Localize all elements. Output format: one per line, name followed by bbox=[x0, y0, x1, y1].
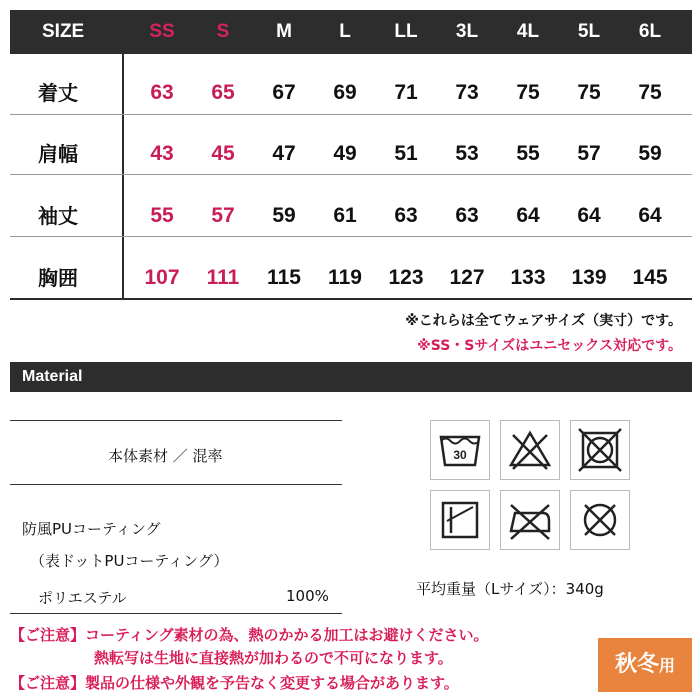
size-header-ll: LL bbox=[394, 21, 418, 42]
size-header-6l: 6L bbox=[638, 21, 662, 42]
caution-heat-transfer: 熱転写は生地に直接熱が加わるので不可になります。 bbox=[94, 649, 453, 667]
table-cell: 75 bbox=[577, 81, 601, 104]
table-cell: 55 bbox=[516, 142, 540, 165]
table-cell: 53 bbox=[455, 142, 479, 165]
table-cell: 63 bbox=[394, 204, 418, 227]
size-header-ss: SS bbox=[149, 21, 175, 42]
row-label-length: 着丈 bbox=[38, 81, 78, 105]
table-cell: 67 bbox=[272, 81, 296, 104]
no-bleach-icon bbox=[500, 420, 560, 480]
table-row-divider bbox=[10, 114, 692, 115]
table-cell: 64 bbox=[577, 204, 601, 227]
wash-30-icon bbox=[430, 420, 490, 480]
table-cell: 73 bbox=[455, 81, 479, 104]
table-cell: 111 bbox=[206, 266, 240, 289]
drip-dry-icon bbox=[430, 490, 490, 550]
material-divider bbox=[10, 484, 342, 485]
material-divider bbox=[10, 420, 342, 421]
table-cell: 61 bbox=[333, 204, 357, 227]
table-cell: 59 bbox=[272, 204, 296, 227]
table-cell: 63 bbox=[150, 81, 174, 104]
material-coating-detail: （表ドットPUコーティング） bbox=[30, 552, 229, 570]
table-cell: 69 bbox=[333, 81, 357, 104]
table-cell: 123 bbox=[388, 266, 424, 289]
season-suffix: 用 bbox=[659, 656, 676, 675]
table-cell: 49 bbox=[333, 142, 357, 165]
size-header-s: S bbox=[216, 21, 230, 42]
table-cell: 65 bbox=[211, 81, 235, 104]
table-cell: 64 bbox=[516, 204, 540, 227]
table-cell: 59 bbox=[638, 142, 662, 165]
material-header-bar bbox=[10, 362, 692, 392]
row-label-shoulder: 肩幅 bbox=[38, 142, 78, 166]
table-cell: 57 bbox=[211, 204, 235, 227]
table-cell: 45 bbox=[211, 142, 235, 165]
table-cell: 57 bbox=[577, 142, 601, 165]
svg-text:30: 30 bbox=[453, 448, 467, 462]
table-cell: 64 bbox=[638, 204, 662, 227]
table-cell: 119 bbox=[328, 266, 362, 289]
row-label-sleeve: 袖丈 bbox=[38, 204, 78, 228]
table-cell: 55 bbox=[150, 204, 174, 227]
size-header-3l: 3L bbox=[455, 21, 479, 42]
table-cell: 145 bbox=[632, 266, 668, 289]
size-note: ※これらは全てウェアサイズ（実寸）です。 bbox=[405, 313, 682, 329]
table-cell: 47 bbox=[272, 142, 296, 165]
table-column-divider bbox=[122, 54, 124, 300]
size-header-l: L bbox=[339, 21, 351, 42]
table-bottom-border bbox=[10, 298, 692, 300]
size-header-m: M bbox=[276, 21, 292, 42]
table-row-divider bbox=[10, 174, 692, 175]
table-cell: 75 bbox=[638, 81, 662, 104]
average-weight: 平均重量（Lサイズ）：340g bbox=[416, 580, 604, 598]
season-main: 秋冬 bbox=[614, 652, 659, 677]
material-header: 本体素材 ／ 混率 bbox=[108, 447, 223, 465]
row-label-chest: 胸囲 bbox=[38, 266, 78, 290]
material-title: Material bbox=[22, 368, 83, 385]
caution-spec-change: 【ご注意】製品の仕様や外観を予告なく変更する場合があります。 bbox=[10, 674, 459, 692]
material-fabric: ポリエステル bbox=[38, 589, 127, 607]
table-cell: 139 bbox=[571, 266, 607, 289]
table-cell: 75 bbox=[516, 81, 540, 104]
size-header-label: SIZE bbox=[42, 21, 85, 42]
table-cell: 71 bbox=[394, 81, 418, 104]
unisex-note: ※SS・Sサイズはユニセックス対応です。 bbox=[417, 338, 682, 354]
table-cell: 133 bbox=[510, 266, 546, 289]
no-iron-icon bbox=[500, 490, 560, 550]
material-divider bbox=[10, 613, 342, 614]
size-header-4l: 4L bbox=[516, 21, 540, 42]
table-row-divider bbox=[10, 236, 692, 237]
material-coating: 防風PUコーティング bbox=[22, 520, 161, 538]
caution-coating: 【ご注意】コーティング素材の為、熱のかかる加工はお避けください。 bbox=[10, 626, 489, 644]
table-cell: 43 bbox=[150, 142, 174, 165]
table-cell: 107 bbox=[144, 266, 180, 289]
no-tumble-dry-icon bbox=[570, 420, 630, 480]
table-cell: 51 bbox=[394, 142, 418, 165]
material-percent: 100% bbox=[286, 587, 329, 605]
table-cell: 115 bbox=[267, 266, 301, 289]
no-dry-clean-icon bbox=[570, 490, 630, 550]
season-badge-label bbox=[598, 638, 692, 692]
table-cell: 127 bbox=[449, 266, 485, 289]
size-header-5l: 5L bbox=[577, 21, 601, 42]
table-cell: 63 bbox=[455, 204, 479, 227]
